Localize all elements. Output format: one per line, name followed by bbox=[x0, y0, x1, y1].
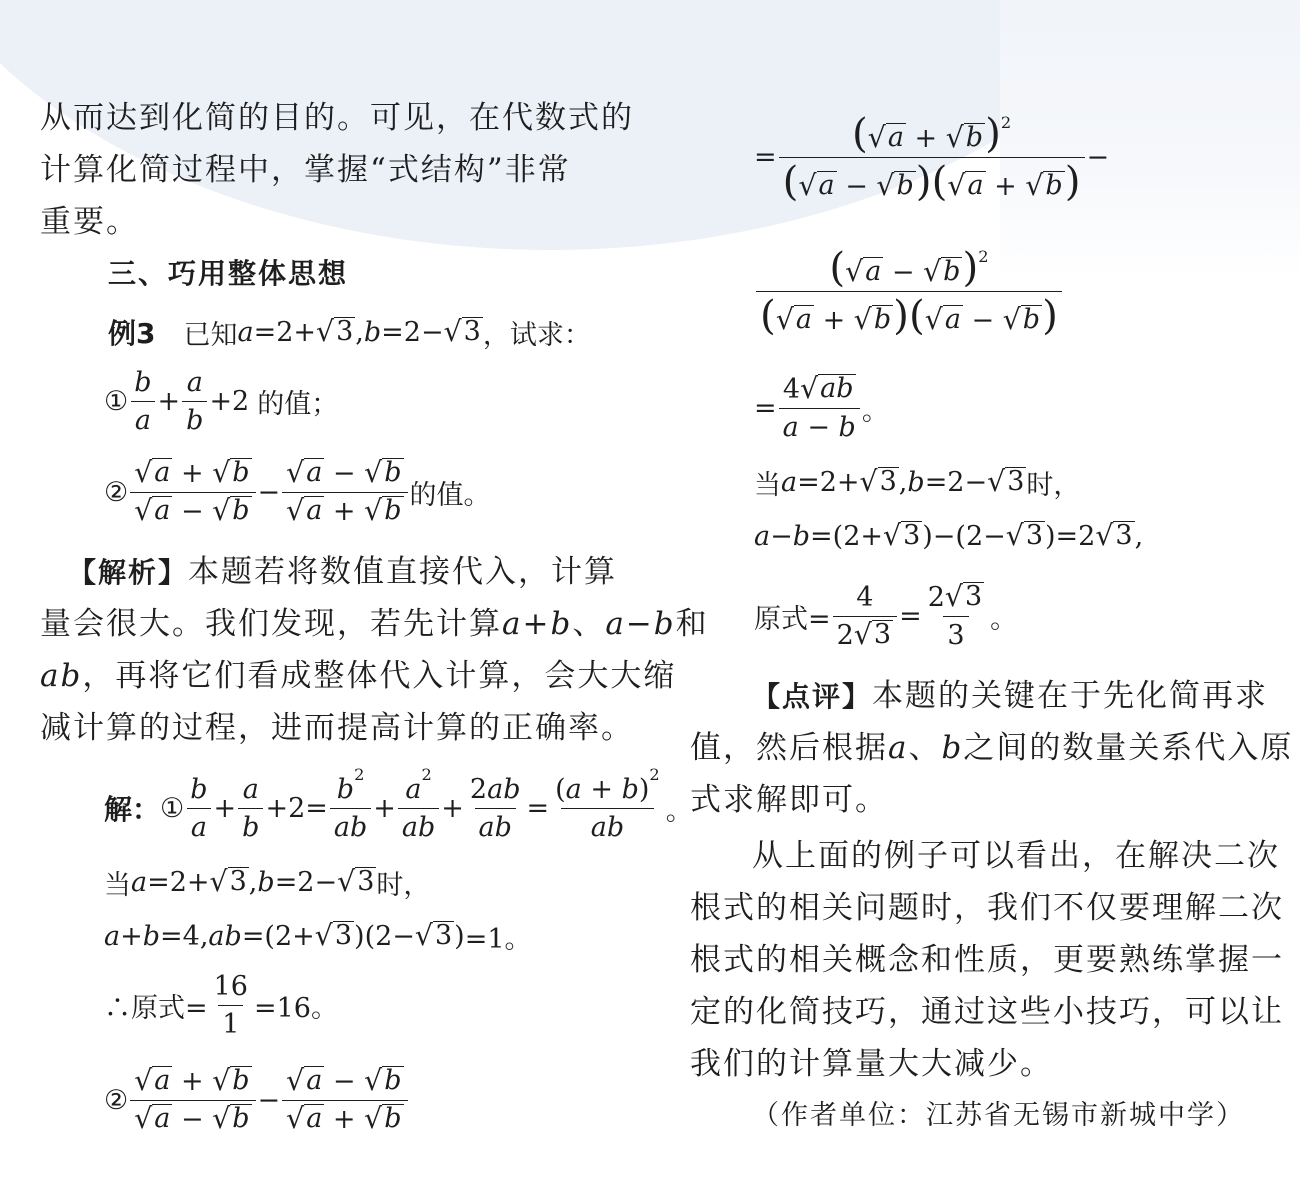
solution-1: 解： ① $\frac{b}{a}$ + $\frac{a}{b}$ +2= $\frac{b^2}{ab}$ + $\frac{a^2}{ab}$ + $\frac{2ab}{ab}$ = $\frac{(a + b)^2}{ab}$ 。 bbox=[104, 764, 693, 843]
summary-line: 根式的相关问题时，我们不仅要理解二次 bbox=[690, 890, 1284, 926]
summary-line: 定的化简技巧，通过这些小技巧，可以让 bbox=[690, 994, 1284, 1030]
analysis-line: 【解析】本题若将数值直接代入，计算 bbox=[68, 554, 618, 590]
comment-line: 值，然后根据a、b之间的数量关系代入原 bbox=[690, 730, 1294, 766]
analysis-line: 减计算的过程，进而提高计算的正确率。 bbox=[40, 710, 634, 746]
when-line: 当 a =2+ √ 3 , b =2− √ 3 时， bbox=[754, 465, 1081, 501]
analysis-line: ab，再将它们看成整体代入计算，会大大缩 bbox=[40, 658, 677, 694]
analysis-label: 【解析】 bbox=[68, 556, 189, 589]
result-line-2: 原式= 4 2 √ 3 = 2 √ 3 3 。 bbox=[754, 579, 1018, 651]
paragraph-line: 计算化简过程中，掌握“式结构”非常 bbox=[40, 152, 571, 188]
circle-2: ② bbox=[104, 476, 129, 508]
comment-line: 式求解即可。 bbox=[690, 782, 888, 818]
example-label: 例3 bbox=[108, 317, 156, 350]
step-fraction-2: ( √ a − √ b )$^2$ ( √ a + √ b )( √ a − √ b ) bbox=[754, 234, 1064, 348]
q1-tail: 的值； bbox=[257, 388, 339, 420]
summary-line: 根式的相关概念和性质，更要熟练掌握一 bbox=[690, 942, 1284, 978]
solution-2: ② √ a + √ b √ a − √ b − √ a − √ b √ a + √ b bbox=[104, 1058, 410, 1142]
result-line-1: ∴原式= $\frac{16}{1}$ =16。 bbox=[104, 970, 338, 1040]
summary-line: 从上面的例子可以看出，在解决二次 bbox=[752, 838, 1280, 874]
example-statement: 例3 已知 a =2+ √ 3 , b =2− √ 3 ，试求： bbox=[108, 310, 591, 354]
sum-product-line: a + b =4, ab =(2+ √ 3 )(2− √ 3 ) =1。 bbox=[104, 919, 532, 955]
comment-line: 【点评】本题的关键在于先化简再求 bbox=[752, 678, 1269, 714]
summary-line: 我们的计算量大大减少。 bbox=[690, 1046, 1053, 1082]
solution-label: 解： bbox=[104, 793, 161, 826]
example-intro: 已知 bbox=[183, 319, 238, 351]
section-heading: 三、巧用整体思想 bbox=[108, 257, 349, 290]
step-fraction-3: = 4 √ ab a − b 。 bbox=[754, 371, 889, 443]
step-fraction-1: = ( √ a + √ b )$^2$ ( √ a − √ b )( √ a + √ b ) − bbox=[754, 108, 1110, 205]
when-line: 当 a =2+ √ 3 , b =2− √ 3 时， bbox=[104, 865, 431, 901]
question-2: ② √ a + √ b √ a − √ b − √ a − √ b √ a + √ b 的值。 bbox=[104, 455, 491, 527]
author-affiliation: （作者单位：江苏省无锡市新城中学） bbox=[752, 1100, 1245, 1131]
analysis-line: 量会很大。我们发现，若先计算a+b、a−b和 bbox=[40, 606, 709, 642]
example-ask: ，试求： bbox=[482, 319, 591, 351]
difference-line: a − b =(2+ √ 3 )−(2− √ 3 )=2 √ 3 , bbox=[754, 519, 1144, 553]
question-1: ① $\frac{b}{a}$ + $\frac{a}{b}$ +2 的值； bbox=[104, 366, 339, 436]
paragraph-line: 重要。 bbox=[40, 204, 139, 240]
q2-tail: 的值。 bbox=[409, 479, 491, 511]
paragraph-line: 从而达到化简的目的。可见，在代数式的 bbox=[40, 100, 634, 136]
comment-label: 【点评】 bbox=[752, 680, 873, 713]
circle-1: ① bbox=[104, 385, 129, 417]
